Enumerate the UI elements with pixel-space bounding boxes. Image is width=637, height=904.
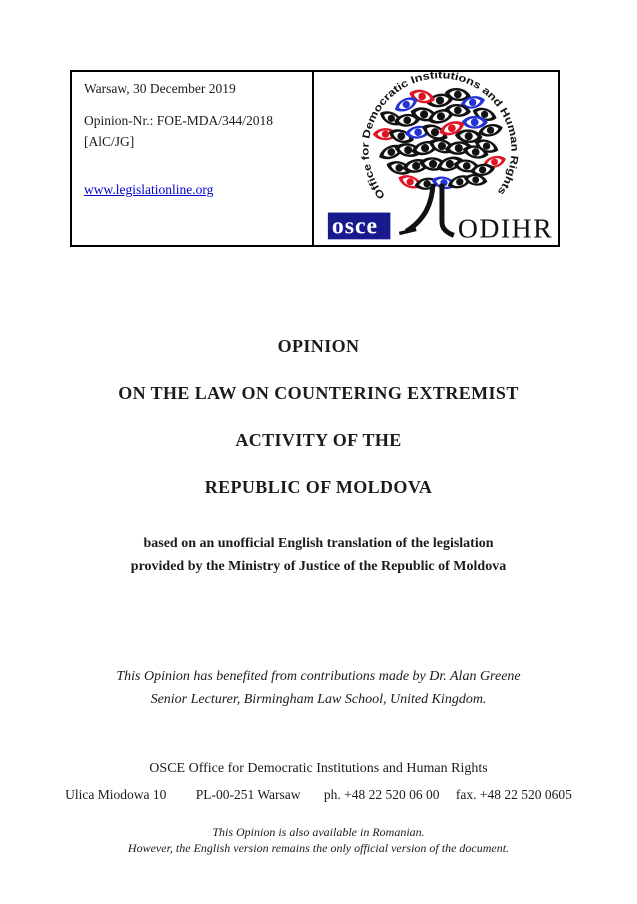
subtitle-line-2: provided by the Ministry of Justice of the Republic of Moldova [130, 559, 507, 574]
logo-cell [312, 72, 558, 245]
date-line: Warsaw, 30 December 2019 [84, 81, 236, 96]
contribution-line-2: Senior Lecturer, Birmingham Law School, United Kingdom. [150, 692, 487, 707]
contribution-block [0, 665, 637, 711]
header-table [70, 70, 560, 247]
logo-curved-text: Office for Democratic Institutions and Human Rights [360, 72, 520, 201]
subtitle-line-1: based on an unofficial English translation of the legislation [143, 536, 494, 551]
osce-odihr-logo [314, 72, 558, 245]
title-line-3: ACTIVITY OF THE [235, 430, 402, 450]
availability-note [0, 824, 637, 856]
odihr-wordmark: ODIHR [457, 213, 554, 245]
footer-org-line: OSCE Office for Democratic Institutions and Human Rights [149, 761, 488, 776]
title-line-4: REPUBLIC OF MOLDOVA [204, 477, 433, 497]
address-street: Ulica Miodowa 10 [65, 787, 167, 802]
title-line-1: OPINION [277, 336, 360, 356]
footer-address-line [0, 782, 637, 808]
note-line-1: This Opinion is also available in Romanian. [212, 825, 425, 839]
title-block [0, 334, 637, 522]
svg-text:osce: osce [331, 213, 379, 240]
title-line-2: ON THE LAW ON COUNTERING EXTREMIST [118, 383, 519, 403]
address-phone: ph. +48 22 520 06 00 [323, 787, 440, 802]
address-fax: fax. +48 22 520 0605 [455, 787, 572, 802]
contribution-line-1: This Opinion has benefited from contributions made by Dr. Alan Greene [116, 669, 521, 684]
address-postal: PL-00-251 Warsaw [195, 787, 301, 802]
opinion-number: Opinion-Nr.: FOE-MDA/344/2018 [84, 113, 273, 128]
subtitle-block [0, 532, 637, 578]
header-info-cell [72, 72, 312, 245]
footer-block [0, 756, 637, 808]
tree-trunk [399, 184, 454, 236]
osce-wordmark [328, 213, 390, 240]
reference-code: [AlC/JG] [84, 134, 135, 149]
legislationline-link[interactable]: www.legislationline.org [84, 182, 214, 197]
eye-tree-icon [373, 86, 507, 191]
note-line-2: However, the English version remains the only official version of the document. [127, 841, 510, 855]
